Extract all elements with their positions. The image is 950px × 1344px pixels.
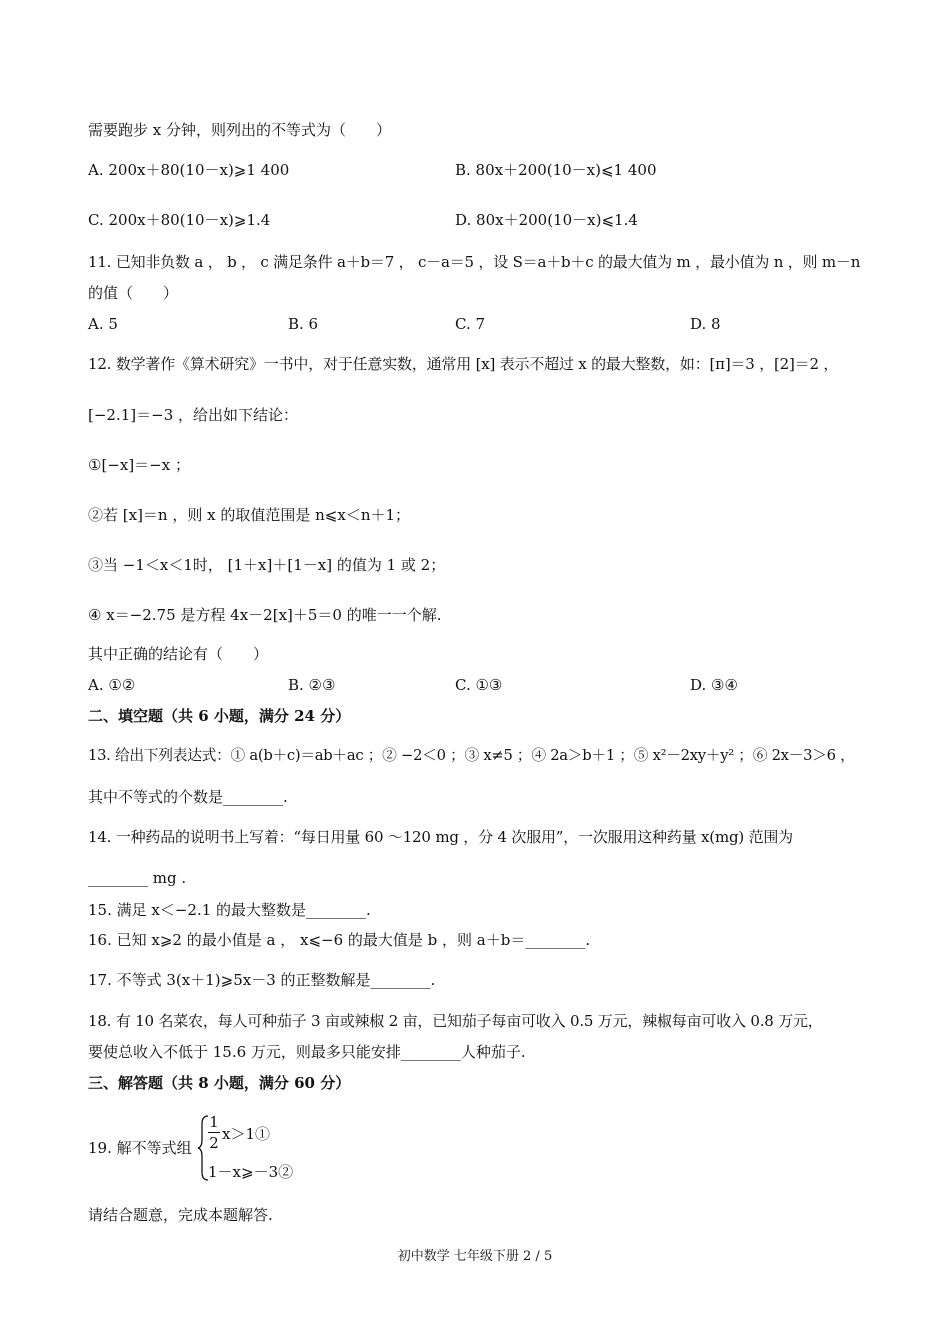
q12-conclusion-1: ①[−x]＝−x ； <box>88 456 190 474</box>
q15-stem: 15. 满足 x＜−2.1 的最大整数是________. <box>88 901 371 919</box>
q19-label: 19. 解不等式组 <box>88 1139 192 1157</box>
q19-inequality-2: 1－x⩾－3② <box>208 1163 294 1181</box>
q17-stem: 17. 不等式 3(x＋1)⩾5x－3 的正整数解是________. <box>88 971 436 989</box>
q11-option-b: B. 6 <box>288 315 319 333</box>
q13-stem-cont: 其中不等式的个数是________. <box>88 788 288 806</box>
q11-stem: 11. 已知非负数 a ， b ， c 满足条件 a＋b＝7 ， c－a＝5 ，设 S＝a＋b＋c 的最大值为 m ，最小值为 n ，则 m－n <box>88 253 861 271</box>
q14-stem-cont: ________ mg . <box>88 869 187 887</box>
q12-option-c: C. ①③ <box>455 676 503 694</box>
q10-option-c: C. 200x＋80(10－x)⩾1.4 <box>88 211 271 229</box>
q18-stem-cont: 要使总收入不低于 15.6 万元，则最多只能安排________人种茄子. <box>88 1043 526 1061</box>
q12-conclusion-3: ③当 −1＜x＜1时， [1＋x]＋[1－x] 的值为 1 或 2； <box>88 556 446 574</box>
q12-question: 其中正确的结论有（ ） <box>88 645 269 663</box>
q16-stem: 16. 已知 x⩾2 的最小值是 a ， x⩽−6 的最大值是 b ，则 a＋b＝________. <box>88 931 591 949</box>
q12-conclusion-2: ②若 [x]＝n ，则 x 的取值范围是 n⩽x＜n＋1； <box>88 506 411 524</box>
q10-option-a: A. 200x＋80(10－x)⩾1 400 <box>88 161 290 179</box>
section-3-heading: 三、解答题（共 8 小题，满分 60 分） <box>88 1074 351 1092</box>
q19-fraction-denominator: 2 <box>209 1134 219 1152</box>
q10-option-b: B. 80x＋200(10－x)⩽1 400 <box>455 161 657 179</box>
page-footer: 初中数学 七年级下册 2 / 5 <box>397 1249 553 1264</box>
q11-stem-cont: 的值（ ） <box>88 284 179 302</box>
q19-fraction-bar <box>208 1132 220 1133</box>
q11-option-d: D. 8 <box>690 315 721 333</box>
q18-stem: 18. 有 10 名菜农，每人可种茄子 3 亩或辣椒 2 亩，已知茄子每亩可收入 0.5 万元，辣椒每亩可收入 0.8 万元， <box>88 1012 823 1030</box>
q11-option-a: A. 5 <box>88 315 118 333</box>
q12-conclusion-4: ④ x＝−2.75 是方程 4x－2[x]＋5＝0 的唯一一个解. <box>88 606 442 624</box>
q19-fraction-numerator: 1 <box>209 1113 219 1131</box>
q12-option-d: D. ③④ <box>690 676 738 694</box>
q12-stem-cont: [−2.1]＝−3 ，给出如下结论： <box>88 406 299 424</box>
q19-instruction: 请结合题意，完成本题解答. <box>88 1206 273 1224</box>
q13-stem: 13. 给出下列表达式：① a(b＋c)＝ab＋ac ；② −2＜0 ；③ x≠5 ；④ 2a＞b＋1 ；⑤ x²－2xy＋y² ；⑥ 2x－3＞6 ， <box>88 747 855 764</box>
q11-option-c: C. 7 <box>455 315 486 333</box>
section-2-heading: 二、填空题（共 6 小题，满分 24 分） <box>88 707 351 725</box>
q10-option-d: D. 80x＋200(10－x)⩽1.4 <box>455 211 638 229</box>
q12-stem: 12. 数学著作《算术研究》一书中，对于任意实数，通常用 [x] 表示不超过 x 的最大整数，如：[π]＝3 ，[2]＝2 ， <box>88 355 839 373</box>
q19-inequality-1: x＞1① <box>222 1125 271 1143</box>
q12-option-a: A. ①② <box>88 676 136 694</box>
q12-option-b: B. ②③ <box>288 676 336 694</box>
q14-stem: 14. 一种药品的说明书上写着：“每日用量 60 ～120 mg ，分 4 次服用”，一次服用这种药量 x(mg) 范围为 <box>88 828 793 846</box>
q10-stem-tail: 需要跑步 x 分钟，则列出的不等式为（ ） <box>88 121 391 139</box>
